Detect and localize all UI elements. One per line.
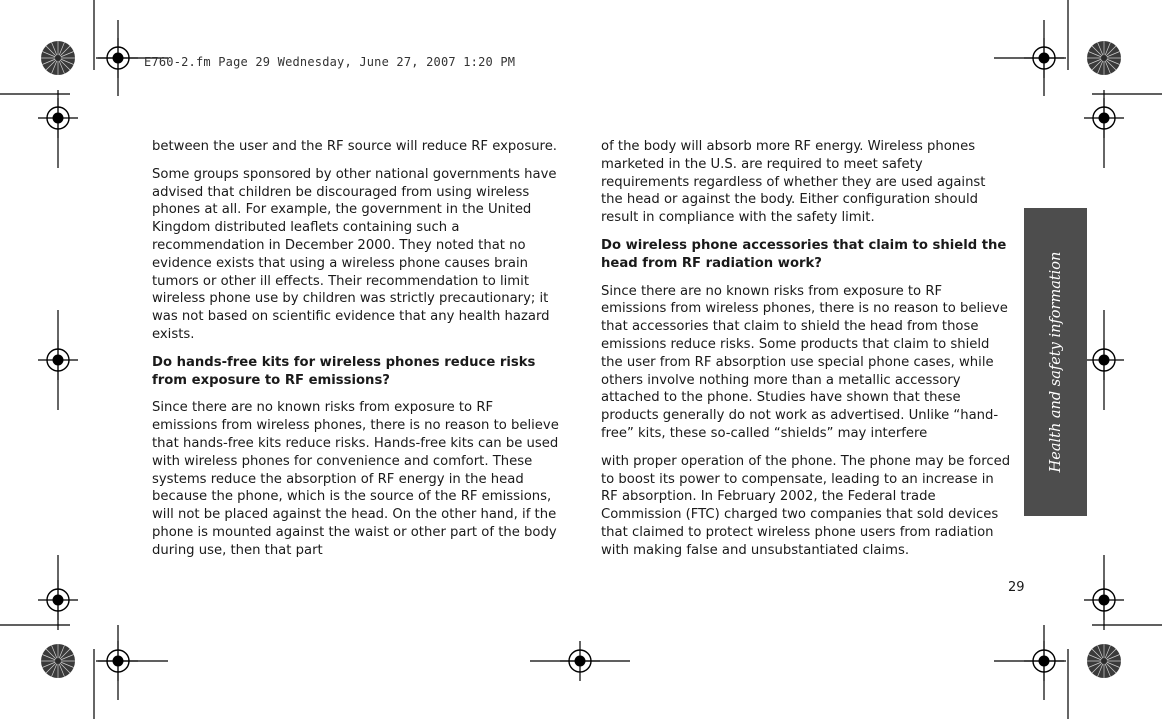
paragraph: with proper operation of the phone. The phone may be forced to boost its power to compensate, leading to an increase in RF absorption. In February 2002, the Federal trade Commission (FTC) charged two companies that sold devices that claimed to protect wireless phone users from radiation with making false and unsubstantiated claims.	[601, 453, 1011, 558]
section-heading: Do hands-free kits for wireless phones reduce risks from exposure to RF emissions?	[152, 354, 536, 388]
section-heading: Do wireless phone accessories that claim to shield the head from RF radiation work?	[601, 237, 1007, 271]
left-column	[152, 138, 562, 570]
right-column	[601, 138, 1011, 570]
page-number: 29	[1008, 580, 1025, 595]
paragraph: Some groups sponsored by other national governments have advised that children be discouraged from using wireless phones at all. For example, the government in the United Kingdom distributed leaflets containing such a recommendation in December 2000. They noted that no evidence exists that using a wireless phone causes brain tumors or other ill effects. Their recommendation to limit wireless phone use by children was strictly precautionary; it was not based on scientific evidence that any health hazard exists.	[152, 166, 557, 342]
paragraph: Since there are no known risks from exposure to RF emissions from wireless phones, there is no reason to believe that accessories that claim to shield the head from those emissions reduce risks. Some products that claim to shield the user from RF absorption use special phone cases, while others involve nothing more than a metallic accessory attached to the phone. Studies have shown that these products generally do not work as advertised. Unlike “hand-free” kits, these so-called “shields” may interfere	[601, 283, 1008, 441]
header-stamp: E760-2.fm Page 29 Wednesday, June 27, 2007 1:20 PM	[144, 55, 516, 69]
side-tab-label: Health and safety information	[1047, 251, 1064, 473]
paragraph: Since there are no known risks from exposure to RF emissions from wireless phones, there is no reason to believe that hands-free kits reduce risks. Hands-free kits can be used with wireless phones for convenience and comfort. These systems reduce the absorption of RF energy in the head because the phone, which is the source of the RF emissions, will not be placed against the head. On the other hand, if the phone is mounted against the waist or other part of the body during use, then that part	[152, 400, 559, 558]
paragraph: between the user and the RF source will reduce RF exposure.	[152, 139, 557, 154]
section-side-tab	[1024, 208, 1087, 516]
paragraph: of the body will absorb more RF energy. Wireless phones marketed in the U.S. are required to meet safety requirements regardless of whether they are used against the head or against the body. Either configuration should result in compliance with the safety limit.	[601, 139, 986, 226]
